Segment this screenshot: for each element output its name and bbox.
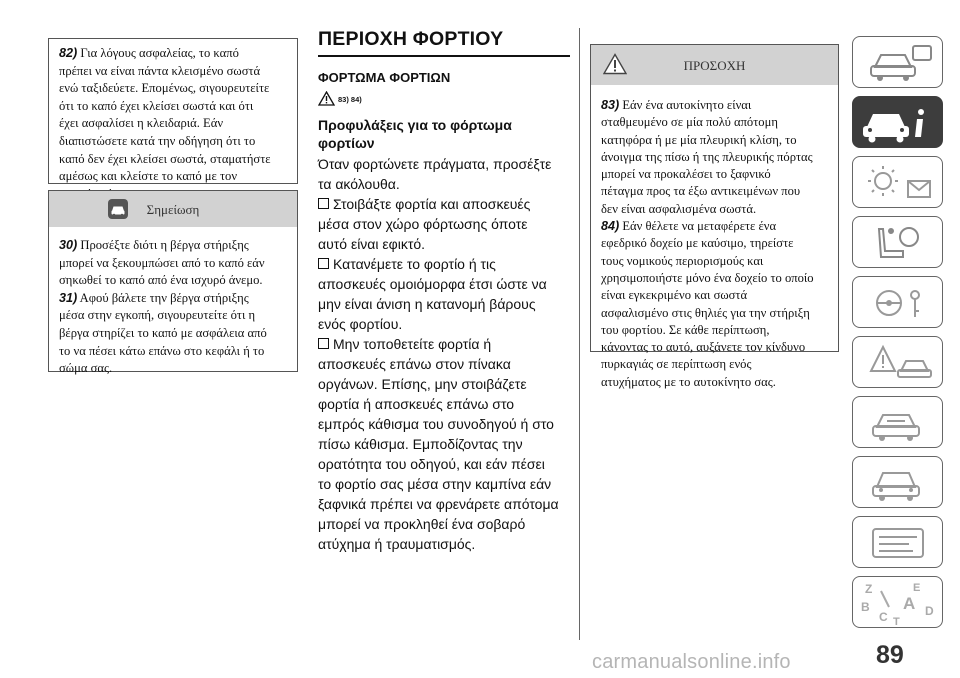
text-line: ατυχήματος με το αυτοκίνητο σας.: [601, 374, 776, 389]
checkbox-bullet-icon: [318, 258, 329, 269]
index-letter: D: [925, 604, 934, 618]
text-line: μέσα στον χώρο φόρτωσης όποτε: [318, 216, 528, 232]
caution-header: [591, 45, 838, 85]
text-line: άνοιγμα της πίσω ή της πλευρικής πόρτας: [601, 149, 813, 164]
subsection-title: ΦΟΡΤΩΜΑ ΦΟΡΤΙΩΝ: [318, 70, 451, 85]
body-text: [318, 154, 570, 554]
text-line: ενώ ταξιδεύετε. Επομένως, σιγουρευτείτε: [59, 81, 270, 96]
text-line: ατύχημα ή τραυματισμός.: [318, 536, 476, 552]
car-info-icon: [853, 97, 944, 149]
tab-index[interactable]: [852, 576, 943, 628]
text-line: το να πέσει κάτω επάνω στο κεφάλι ή το: [59, 343, 265, 358]
text-line: μπορεί να προκαλέσει το ξαφνικό: [601, 167, 771, 182]
text-line: πρέπει να είναι πάντα κλεισμένο σωστά: [59, 63, 261, 78]
tab-technical-data[interactable]: [852, 456, 943, 508]
text-line: χρησιμοποιήστε μόνο ένα δοχείο το οποίο: [601, 270, 814, 285]
text-line: μέσα στην εγκοπή, σιγουρευτείτε ότι η: [59, 308, 256, 323]
text-line: σταθμευμένο σε μία πολύ απότομη: [601, 115, 778, 130]
warning-triangle-car-icon: [853, 337, 944, 389]
text-line: το φορτίο σας μέσα στην καμπίνα εάν: [318, 476, 552, 492]
text-line: μπορεί να προκληθεί ένα σοβαρό: [318, 516, 526, 532]
car-info-panel-icon: [853, 37, 944, 89]
safety-text-box: [48, 38, 298, 184]
caution-body: [591, 85, 838, 391]
index-letter: C: [879, 610, 888, 624]
ref-tag: 82): [59, 46, 78, 60]
page-number: 89: [876, 641, 904, 669]
text-line: ξαφνικά πρέπει να φρενάρετε απότομα: [318, 496, 559, 512]
text-line: Κατανέμετε το φορτίο ή τις: [333, 256, 496, 272]
index-letter: Z: [865, 582, 873, 596]
lights-warning-icon: [853, 157, 944, 209]
tab-warning-lights[interactable]: [852, 156, 943, 208]
text-line: αποσκευές επάνω στον πίνακα: [318, 356, 511, 372]
ref-tag: 30): [59, 238, 78, 252]
index-letter: E: [913, 582, 921, 594]
note-body: [49, 227, 297, 378]
ref-tag: 31): [59, 290, 78, 305]
text-line: ότι το καπό έχει κλείσει σωστά και ότι: [59, 98, 254, 113]
text-line: αυτό είναι εφικτό.: [318, 236, 426, 252]
airbag-seat-icon: [853, 217, 944, 269]
index-letter: B: [861, 600, 870, 614]
text-line: διαπιστώσετε κατά την οδήγηση ότι το: [59, 133, 256, 148]
text-line: καπό δεν έχει κλείσει σωστά, σταματήστε: [59, 151, 271, 166]
text-line: έχει ασφαλίσει η κλειδαριά. Εάν: [59, 116, 224, 131]
text-line: Για λόγους ασφαλείας, το καπό: [80, 46, 239, 60]
text-line: σώμα σας.: [59, 361, 113, 376]
note-header: [49, 191, 297, 227]
steering-key-icon: [853, 277, 944, 329]
cargo-section: [318, 28, 570, 554]
ref-tag: 83): [601, 98, 620, 112]
text-line: Αφού βάλετε την βέργα στήριξης: [79, 290, 249, 305]
tab-dashboard[interactable]: [852, 36, 943, 88]
text-line: πίσω κάθισμα. Εμποδίζοντας την: [318, 436, 523, 452]
section-title: ΠΕΡΙΟΧΗ ΦΟΡΤΙΟΥ: [318, 28, 570, 57]
text-line: κάνοντας το αυτό, αυξάνετε τον κίνδυνο: [601, 340, 806, 355]
text-line: αμέσως και κλείστε το καπό με τον: [59, 169, 238, 184]
caution-box: [590, 44, 839, 389]
heading-line: φορτίων: [318, 135, 375, 151]
text-line: βέργα στηρίζει το καπό με ασφάλεια από: [59, 325, 267, 340]
warning-refs: [318, 89, 570, 107]
checkbox-bullet-icon: [318, 338, 329, 349]
tab-safety[interactable]: [852, 216, 943, 268]
safety-paragraph: [49, 39, 297, 203]
text-line: του φορτίου. Σε κάθε περίπτωση,: [601, 322, 770, 337]
text-line: τα ακόλουθα.: [318, 176, 400, 192]
text-line: ενός φορτίου.: [318, 316, 403, 332]
column-divider: [579, 28, 580, 640]
multimedia-icon: [853, 517, 944, 569]
text-line: δεν είναι ασφαλισμένα σωστά.: [601, 201, 757, 216]
tab-multimedia[interactable]: [852, 516, 943, 568]
car-wash-icon: [853, 397, 944, 449]
text-line: φορτία ή αποσκευές επάνω στο: [318, 396, 515, 412]
text-line: εφεδρικό δοχείο με καύσιμο, τηρείστε: [601, 236, 794, 251]
index-letter: A: [903, 594, 916, 613]
text-line: Προσέξτε διότι η βέργα στήριξης: [80, 238, 249, 252]
tab-knowing-car[interactable]: [852, 96, 943, 148]
text-line: Εάν θέλετε να μεταφέρετε ένα: [622, 219, 777, 234]
heading-line: Προφυλάξεις για το φόρτωμα: [318, 117, 512, 133]
text-line: πέταγμα προς τα έξω αντικειμένων που: [601, 184, 801, 199]
text-line: κατηφόρα ή με μία πλευρική κλίση, το: [601, 132, 797, 147]
checkbox-bullet-icon: [318, 198, 329, 209]
precautions-heading: [318, 116, 570, 152]
text-line: οργάνων. Επίσης, μην στοιβάζετε: [318, 376, 527, 392]
caution-title: ΠΡΟΣΟΧΗ: [683, 58, 746, 73]
text-line: ορατότητα του οδηγού, και εάν πέσει: [318, 456, 545, 472]
text-line: αποσκευές ομοιόμορφα έτσι ώστε να: [318, 276, 547, 292]
note-title: Σημείωση: [146, 202, 200, 217]
alphabet-index-icon: [853, 577, 944, 629]
car-spec-icon: [853, 457, 944, 509]
text-line: Όταν φορτώνετε πράγματα, προσέξτε: [318, 156, 552, 172]
ref-numbers: 83) 84): [338, 95, 362, 104]
tab-emergency[interactable]: [852, 336, 943, 388]
text-line: είναι εγκεκριμένο και σωστά: [601, 288, 748, 303]
text-line: Εάν ένα αυτοκίνητο είναι: [622, 98, 752, 112]
text-line: εμπρός κάθισμα του συνοδηγού ή στο: [318, 416, 554, 432]
warning-triangle-icon: [318, 91, 335, 106]
text-line: Στοιβάξτε φορτία και αποσκευές: [333, 196, 531, 212]
text-line: μπορεί να ξεκουμπώσει από το καπό εάν: [59, 255, 265, 270]
text-line: πυρκαγιάς σε περίπτωση ενός: [601, 357, 752, 372]
note-box: [48, 190, 298, 376]
text-line: Μην τοποθετείτε φορτία ή: [333, 336, 492, 352]
text-line: τους νομικούς περιορισμούς και: [601, 253, 764, 268]
text-line: ασφαλισμένο στις θηλιές για την στήριξη: [601, 305, 810, 320]
index-letter: T: [893, 616, 900, 628]
text-line: σηκωθεί το καπό από ένα ισχυρό άνεμο.: [59, 273, 263, 288]
tab-starting-driving[interactable]: [852, 276, 943, 328]
ref-tag: 84): [601, 219, 620, 234]
text-line: μην είναι άνιση η κατανομή βάρους: [318, 296, 536, 312]
watermark: carmanualsonline.info: [592, 651, 791, 673]
tab-maintenance[interactable]: [852, 396, 943, 448]
